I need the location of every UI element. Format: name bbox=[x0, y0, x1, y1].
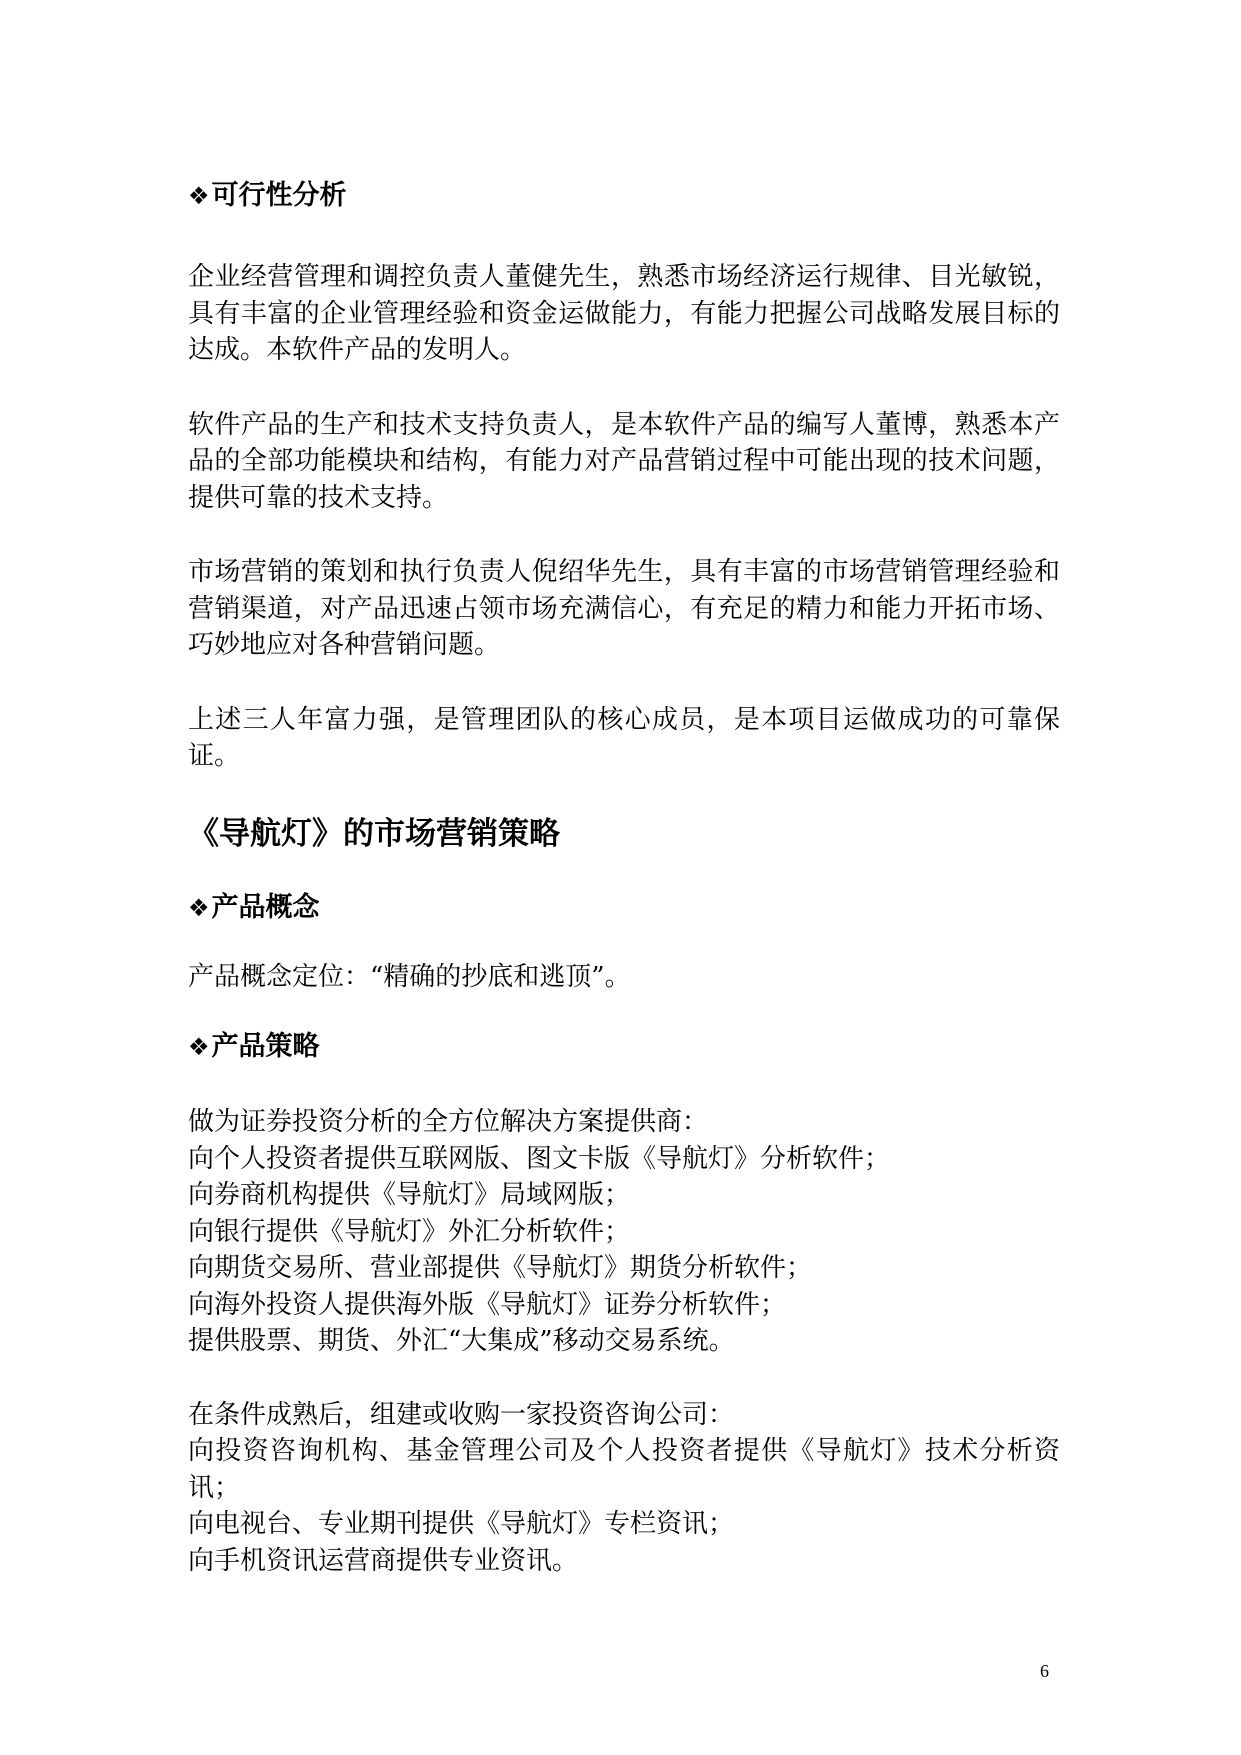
diamond-bullet-icon: ❖ bbox=[188, 893, 210, 922]
subheading-product-strategy bbox=[188, 1027, 1060, 1067]
list-item: 向期货交易所、营业部提供《导航灯》期货分析软件； bbox=[188, 1253, 813, 1283]
list-item: 向券商机构提供《导航灯》局域网版； bbox=[188, 1180, 631, 1210]
paragraph-ceo: 企业经营管理和调控负责人董健先生，熟悉市场经济运行规律、目光敏锐，具有丰富的企业管理经验和资金运做能力，有能力把握公司战略发展目标的达成。本软件产品的发明人。 bbox=[188, 262, 1060, 365]
diamond-bullet-icon: ❖ bbox=[188, 1033, 210, 1061]
list-item: 向海外投资人提供海外版《导航灯》证券分析软件； bbox=[188, 1289, 787, 1320]
list-item: 向个人投资者提供互联网版、图文卡版《导航灯》分析软件； bbox=[188, 1143, 891, 1174]
subheading-feasibility-text: 可行性分析 bbox=[211, 180, 347, 211]
list-item: 向银行提供《导航灯》外汇分析软件； bbox=[188, 1216, 631, 1247]
list-item: 在条件成熟后，组建或收购一家投资咨询公司： bbox=[188, 1399, 735, 1430]
list-item: 向电视台、专业期刊提供《导航灯》专栏资讯； bbox=[188, 1509, 735, 1539]
paragraph-tech-lead: 软件产品的生产和技术支持负责人，是本软件产品的编写人董博，熟悉本产品的全部功能模块和结构，有能力对产品营销过程中可能出现的技术问题，提供可靠的技术支持。 bbox=[188, 409, 1060, 513]
strategy-list-2 bbox=[188, 1397, 1060, 1580]
strategy-list-1 bbox=[188, 1104, 1060, 1360]
paragraph-team-summary: 上述三人年富力强，是管理团队的核心成员，是本项目运做成功的可靠保证。 bbox=[188, 704, 1060, 771]
page-number: 6 bbox=[1040, 1661, 1049, 1681]
subheading-product-strategy-text: 产品策略 bbox=[211, 1031, 320, 1062]
heading-marketing-strategy: 《导航灯》的市场营销策略 bbox=[188, 815, 560, 852]
list-item: 做为证券投资分析的全方位解决方案提供商： bbox=[188, 1107, 709, 1137]
list-item: 提供股票、期货、外汇“大集成”移动交易系统。 bbox=[188, 1326, 735, 1356]
paragraph-marketing-lead: 市场营销的策划和执行负责人倪绍华先生，具有丰富的市场营销管理经验和营销渠道，对产品迅速占领市场充满信心，有充足的精力和能力开拓市场、巧妙地应对各种营销问题。 bbox=[188, 557, 1060, 660]
subheading-feasibility bbox=[188, 176, 1060, 216]
list-item: 向手机资讯运营商提供专业资讯。 bbox=[188, 1545, 579, 1576]
list-item: 向投资咨询机构、基金管理公司及个人投资者提供《导航灯》技术分析资讯； bbox=[188, 1436, 1060, 1503]
subheading-product-concept bbox=[188, 888, 1060, 928]
diamond-bullet-icon: ❖ bbox=[188, 182, 210, 210]
subheading-product-concept-text: 产品概念 bbox=[211, 891, 320, 923]
product-concept-text: 产品概念定位：“精确的抄底和逃顶”。 bbox=[188, 961, 631, 992]
page-content bbox=[188, 176, 1060, 1579]
